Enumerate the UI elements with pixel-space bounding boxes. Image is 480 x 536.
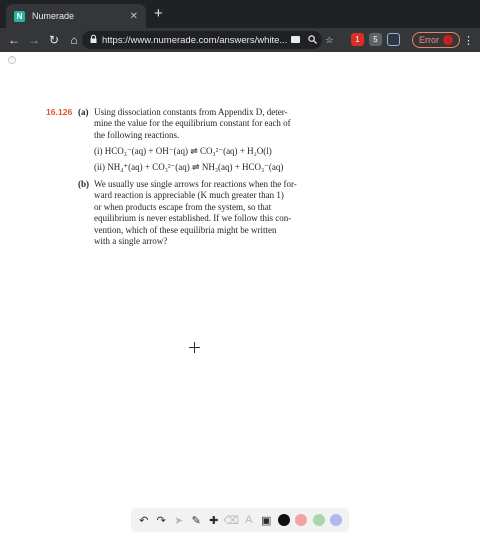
color-blue-swatch[interactable] [328, 512, 344, 528]
swatch-fill [313, 514, 325, 526]
undo-icon[interactable]: ↶ [139, 514, 149, 527]
browser-tab[interactable] [6, 4, 146, 28]
screen-capture-icon[interactable] [387, 33, 400, 46]
equation-i: (i) HCO₃⁻(aq) + OH⁻(aq) ⇌ CO₃²⁻(aq) + H₂O(l) [94, 146, 272, 156]
color-red-swatch[interactable] [293, 512, 309, 528]
numerade-favicon-icon: N [14, 11, 25, 22]
browser-tab-strip [0, 0, 480, 28]
tab-title: Numerade [32, 11, 75, 21]
text-line: ward reaction is appreciable (K much greater than 1) [94, 190, 284, 201]
page-content [0, 52, 480, 536]
add-icon[interactable]: ✚ [209, 514, 219, 527]
swatch-fill [330, 514, 342, 526]
address-bar[interactable] [82, 31, 334, 49]
text-line: We usually use single arrows for reactions when the for- [94, 179, 297, 189]
extension-s-icon[interactable]: 5 [369, 33, 382, 46]
text-tool-icon[interactable]: A [245, 514, 253, 526]
redo-icon[interactable]: ↷ [156, 514, 166, 527]
profile-error-button[interactable] [412, 32, 460, 48]
part-b-text [94, 179, 320, 247]
avatar [443, 35, 453, 45]
home-button[interactable]: ⌂ [70, 33, 78, 47]
part-a-text [94, 107, 320, 141]
url-text: https://www.numerade.com/answers/white... [102, 34, 288, 46]
crosshair-cursor-icon [189, 342, 200, 353]
close-tab-icon[interactable]: ✕ [129, 10, 138, 22]
new-tab-button[interactable]: + [154, 5, 163, 22]
reload-button[interactable]: ↻ [48, 33, 60, 47]
forward-button[interactable]: → [28, 33, 40, 47]
color-black-swatch[interactable] [276, 512, 292, 528]
text-line: Using dissociation constants from Appendix D, deter- [94, 107, 288, 117]
search-icon[interactable] [308, 35, 317, 46]
pen-icon[interactable]: ✎ [191, 514, 201, 527]
problem-number: 16.126 [46, 107, 73, 117]
browser-menu-button[interactable]: ⋮ [463, 35, 474, 47]
image-icon[interactable]: ▣ [261, 514, 272, 527]
pointer-icon[interactable]: ➤ [174, 514, 184, 527]
eraser-icon[interactable]: ⌫ [223, 514, 240, 527]
part-b-label: (b) [78, 179, 89, 189]
text-line: with a single arrow? [94, 236, 168, 247]
swatch-fill [278, 514, 290, 526]
text-line: vention, which of these equilibria might be written [94, 224, 277, 235]
text-line: the following reactions. [94, 129, 180, 140]
text-line: equilibrium is never established. If we follow this con- [94, 213, 292, 224]
part-a-label: (a) [78, 107, 89, 117]
back-button[interactable]: ← [8, 33, 20, 47]
text-line: mine the value for the equilibrium constant for each of [94, 118, 291, 129]
extension-badge-icon[interactable]: 1 [351, 33, 364, 46]
lock-icon [90, 35, 97, 45]
text-line: or when products escape from the system, so that [94, 201, 272, 212]
equation-ii: (ii) NH₄⁺(aq) + CO₃²⁻(aq) ⇌ NH₃(aq) + HCO₃⁻(aq) [94, 162, 284, 172]
part-a [78, 107, 89, 118]
cast-icon[interactable] [291, 35, 300, 46]
error-label: Error [419, 35, 439, 45]
color-green-swatch[interactable] [311, 512, 327, 528]
bookmark-star-icon[interactable]: ☆ [325, 34, 334, 45]
swatch-fill [295, 514, 307, 526]
drawing-toolbar [131, 508, 349, 532]
browser-toolbar [0, 28, 480, 52]
info-icon[interactable]: ! [8, 56, 16, 64]
part-b [78, 179, 89, 190]
